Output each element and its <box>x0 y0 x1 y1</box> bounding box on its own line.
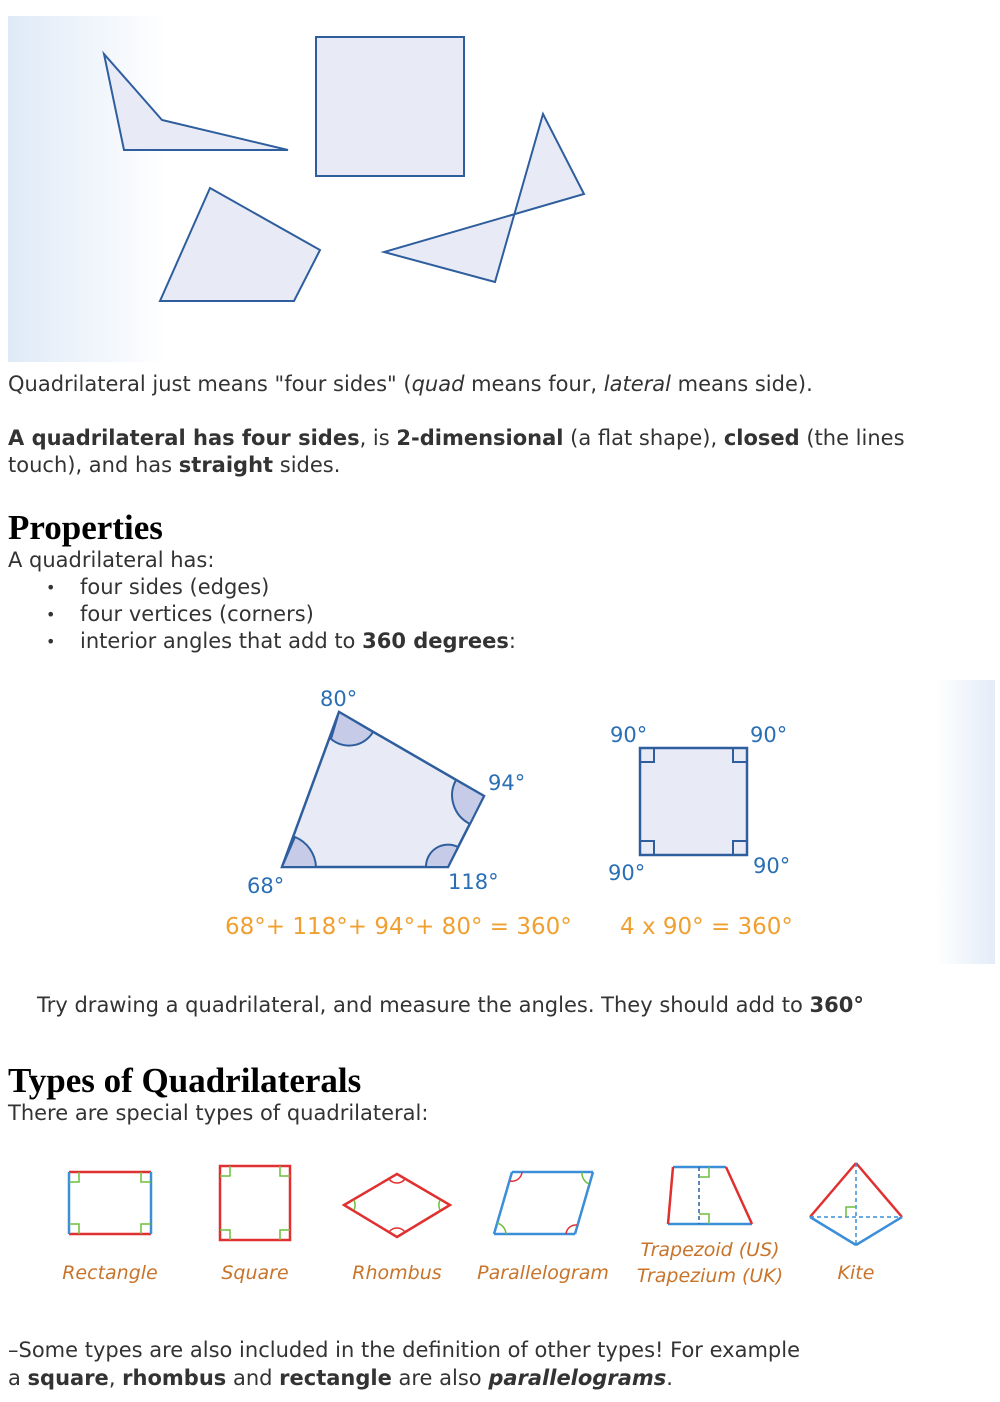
label-trapezium-uk: Trapezium (UK) <box>636 1265 784 1287</box>
square-shape <box>316 37 464 176</box>
angle-label-118: 118° <box>448 870 499 894</box>
label-kite: Kite <box>837 1262 875 1284</box>
properties-list <box>8 574 708 655</box>
angle-label-90-bottom-right: 90° <box>753 854 791 878</box>
angle-label-90-top-left: 90° <box>610 723 648 747</box>
kite-shape <box>810 1163 902 1245</box>
label-trapezoid-us: Trapezoid (US) <box>640 1239 780 1261</box>
label-square: Square <box>221 1262 289 1284</box>
figure-background-fade <box>8 16 168 362</box>
rectangle-shape <box>69 1172 151 1234</box>
properties-heading: Properties <box>8 508 163 547</box>
angle-label-90-bottom-left: 90° <box>608 861 646 885</box>
types-lead: There are special types of quadrilateral: <box>8 1101 429 1125</box>
irregular-quadrilateral <box>160 188 320 301</box>
quadrilateral-examples-figure <box>0 0 620 365</box>
list-item: • interior angles that add to 360 degrees: <box>8 628 708 655</box>
angle-label-90-top-right: 90° <box>750 723 788 747</box>
list-item: • four sides (edges) <box>8 574 708 601</box>
quadrilateral-types-figure <box>0 1155 1000 1295</box>
angle-label-68: 68° <box>247 874 285 898</box>
square-diagram <box>640 748 747 855</box>
intro-paragraph-2: A quadrilateral has four sides, is 2-dimensional (a flat shape), closed (the lines touch), and has straight sides. <box>8 426 905 477</box>
properties-lead: A quadrilateral has: <box>8 548 215 572</box>
label-rhombus: Rhombus <box>352 1262 442 1284</box>
parallelogram-shape <box>494 1172 593 1234</box>
angle-sum-figure <box>200 672 995 964</box>
angle-label-94: 94° <box>488 771 526 795</box>
square-type-shape <box>220 1166 290 1240</box>
label-parallelogram: Parallelogram <box>477 1262 609 1284</box>
right-angle-sum: 4 x 90° = 360° <box>620 914 793 940</box>
label-rectangle: Rectangle <box>62 1262 158 1284</box>
left-angle-sum: 68°+ 118°+ 94°+ 80° = 360° <box>225 914 572 940</box>
angle-label-80: 80° <box>320 687 358 711</box>
note-line-2: a square, rhombus and rectangle are also parallelograms. <box>8 1366 673 1390</box>
figure-background-fade <box>935 680 995 964</box>
note-line-1: –Some types are also included in the definition of other types! For example <box>8 1338 800 1362</box>
angle-arc-80 <box>331 712 373 746</box>
rhombus-shape <box>344 1174 450 1237</box>
trapezoid-shape <box>668 1167 752 1224</box>
types-heading: Types of Quadrilaterals <box>8 1061 362 1100</box>
try-drawing-text: Try drawing a quadrilateral, and measure the angles. They should add to 360° <box>37 993 864 1017</box>
irregular-quadrilateral-diagram <box>282 712 484 867</box>
list-item: • four vertices (corners) <box>8 601 708 628</box>
intro-paragraph-1: Quadrilateral just means "four sides" (quad means four, lateral means side). <box>8 372 813 396</box>
